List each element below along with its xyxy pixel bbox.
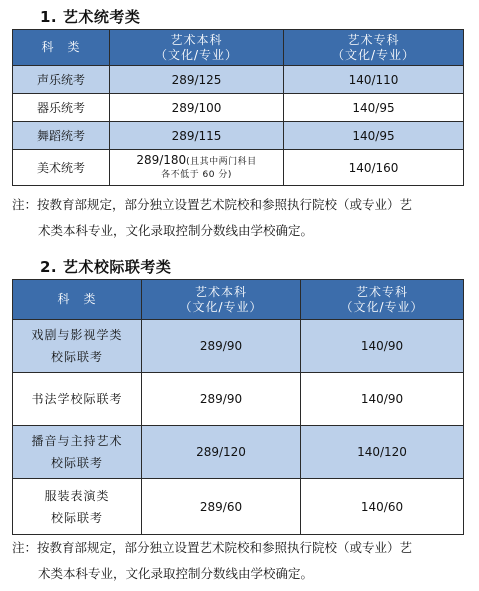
header-vocational [301,280,464,320]
undergrad-value: 289/180 [136,153,187,167]
header-vocational-label: 艺术专科 [347,32,400,47]
row-vocational: 140/110 [284,66,464,94]
row-vocational: 140/160 [284,150,464,186]
row-undergrad: 289/60 [142,479,301,535]
section1-title: 1. 艺术统考类 [40,8,141,26]
section2-note [12,535,474,587]
category-line-1: 戏剧与影视学类 [31,328,123,342]
row-undergrad: 289/120 [142,426,301,479]
row-category [13,320,142,373]
header-undergrad [142,280,301,320]
row-undergrad: 289/90 [142,320,301,373]
row-vocational: 140/95 [284,122,464,150]
row-undergrad: 289/125 [110,66,284,94]
header-undergrad-sub: （文化/专业） [179,299,263,314]
note-line-1: 注：按教育部规定，部分独立设置艺术院校和参照执行院校（或专业）艺 [12,197,413,212]
header-category: 科 类 [13,30,110,66]
row-category: 器乐统考 [13,94,110,122]
table-row [13,320,464,373]
row-category: 美术统考 [13,150,110,186]
row-vocational: 140/60 [301,479,464,535]
header-undergrad [110,30,284,66]
row-category: 声乐统考 [13,66,110,94]
header-vocational-label: 艺术专科 [355,284,408,299]
category-line-1: 服装表演类 [44,488,110,503]
table-row [13,66,464,94]
header-undergrad-label: 艺术本科 [170,32,223,47]
table-row [13,122,464,150]
undergrad-note-2: 各不低于 60 分) [161,170,232,180]
category-line-2: 校际联考 [50,350,103,364]
table-header-row [13,280,464,320]
header-undergrad-sub: （文化/专业） [154,47,239,62]
header-vocational-sub: （文化/专业） [331,47,416,62]
header-vocational [284,30,464,66]
note-line-2: 术类本科专业，文化录取控制分数线由学校确定。 [38,566,314,581]
row-category [13,479,142,535]
row-undergrad: 289/115 [110,122,284,150]
row-undergrad [110,150,284,186]
note-line-2: 术类本科专业，文化录取控制分数线由学校确定。 [38,223,314,238]
section2-table [12,279,464,535]
section2-title: 2. 艺术校际联考类 [40,258,172,276]
section1-table [12,29,464,186]
category-line-2: 校际联考 [50,456,103,470]
row-undergrad: 289/100 [110,94,284,122]
row-category [13,426,142,479]
category-line-2: 校际联考 [50,510,103,525]
table-row [13,426,464,479]
table-header-row [13,30,464,66]
category-line-1: 书法学校际联考 [31,392,123,406]
header-undergrad-label: 艺术本科 [194,284,247,299]
category-line-1: 播音与主持艺术 [31,434,123,448]
row-vocational: 140/90 [301,320,464,373]
table-row [13,94,464,122]
note-line-1: 注：按教育部规定，部分独立设置艺术院校和参照执行院校（或专业）艺 [12,540,413,555]
table-row [13,150,464,186]
header-category: 科 类 [13,280,142,320]
row-vocational: 140/120 [301,426,464,479]
row-category: 舞蹈统考 [13,122,110,150]
undergrad-note-1: (且其中两门科目 [186,157,257,167]
table-row [13,373,464,426]
row-vocational: 140/95 [284,94,464,122]
header-vocational-sub: （文化/专业） [340,299,424,314]
section1-note [12,192,474,244]
row-undergrad: 289/90 [142,373,301,426]
row-vocational: 140/90 [301,373,464,426]
table-row [13,479,464,535]
row-category [13,373,142,426]
